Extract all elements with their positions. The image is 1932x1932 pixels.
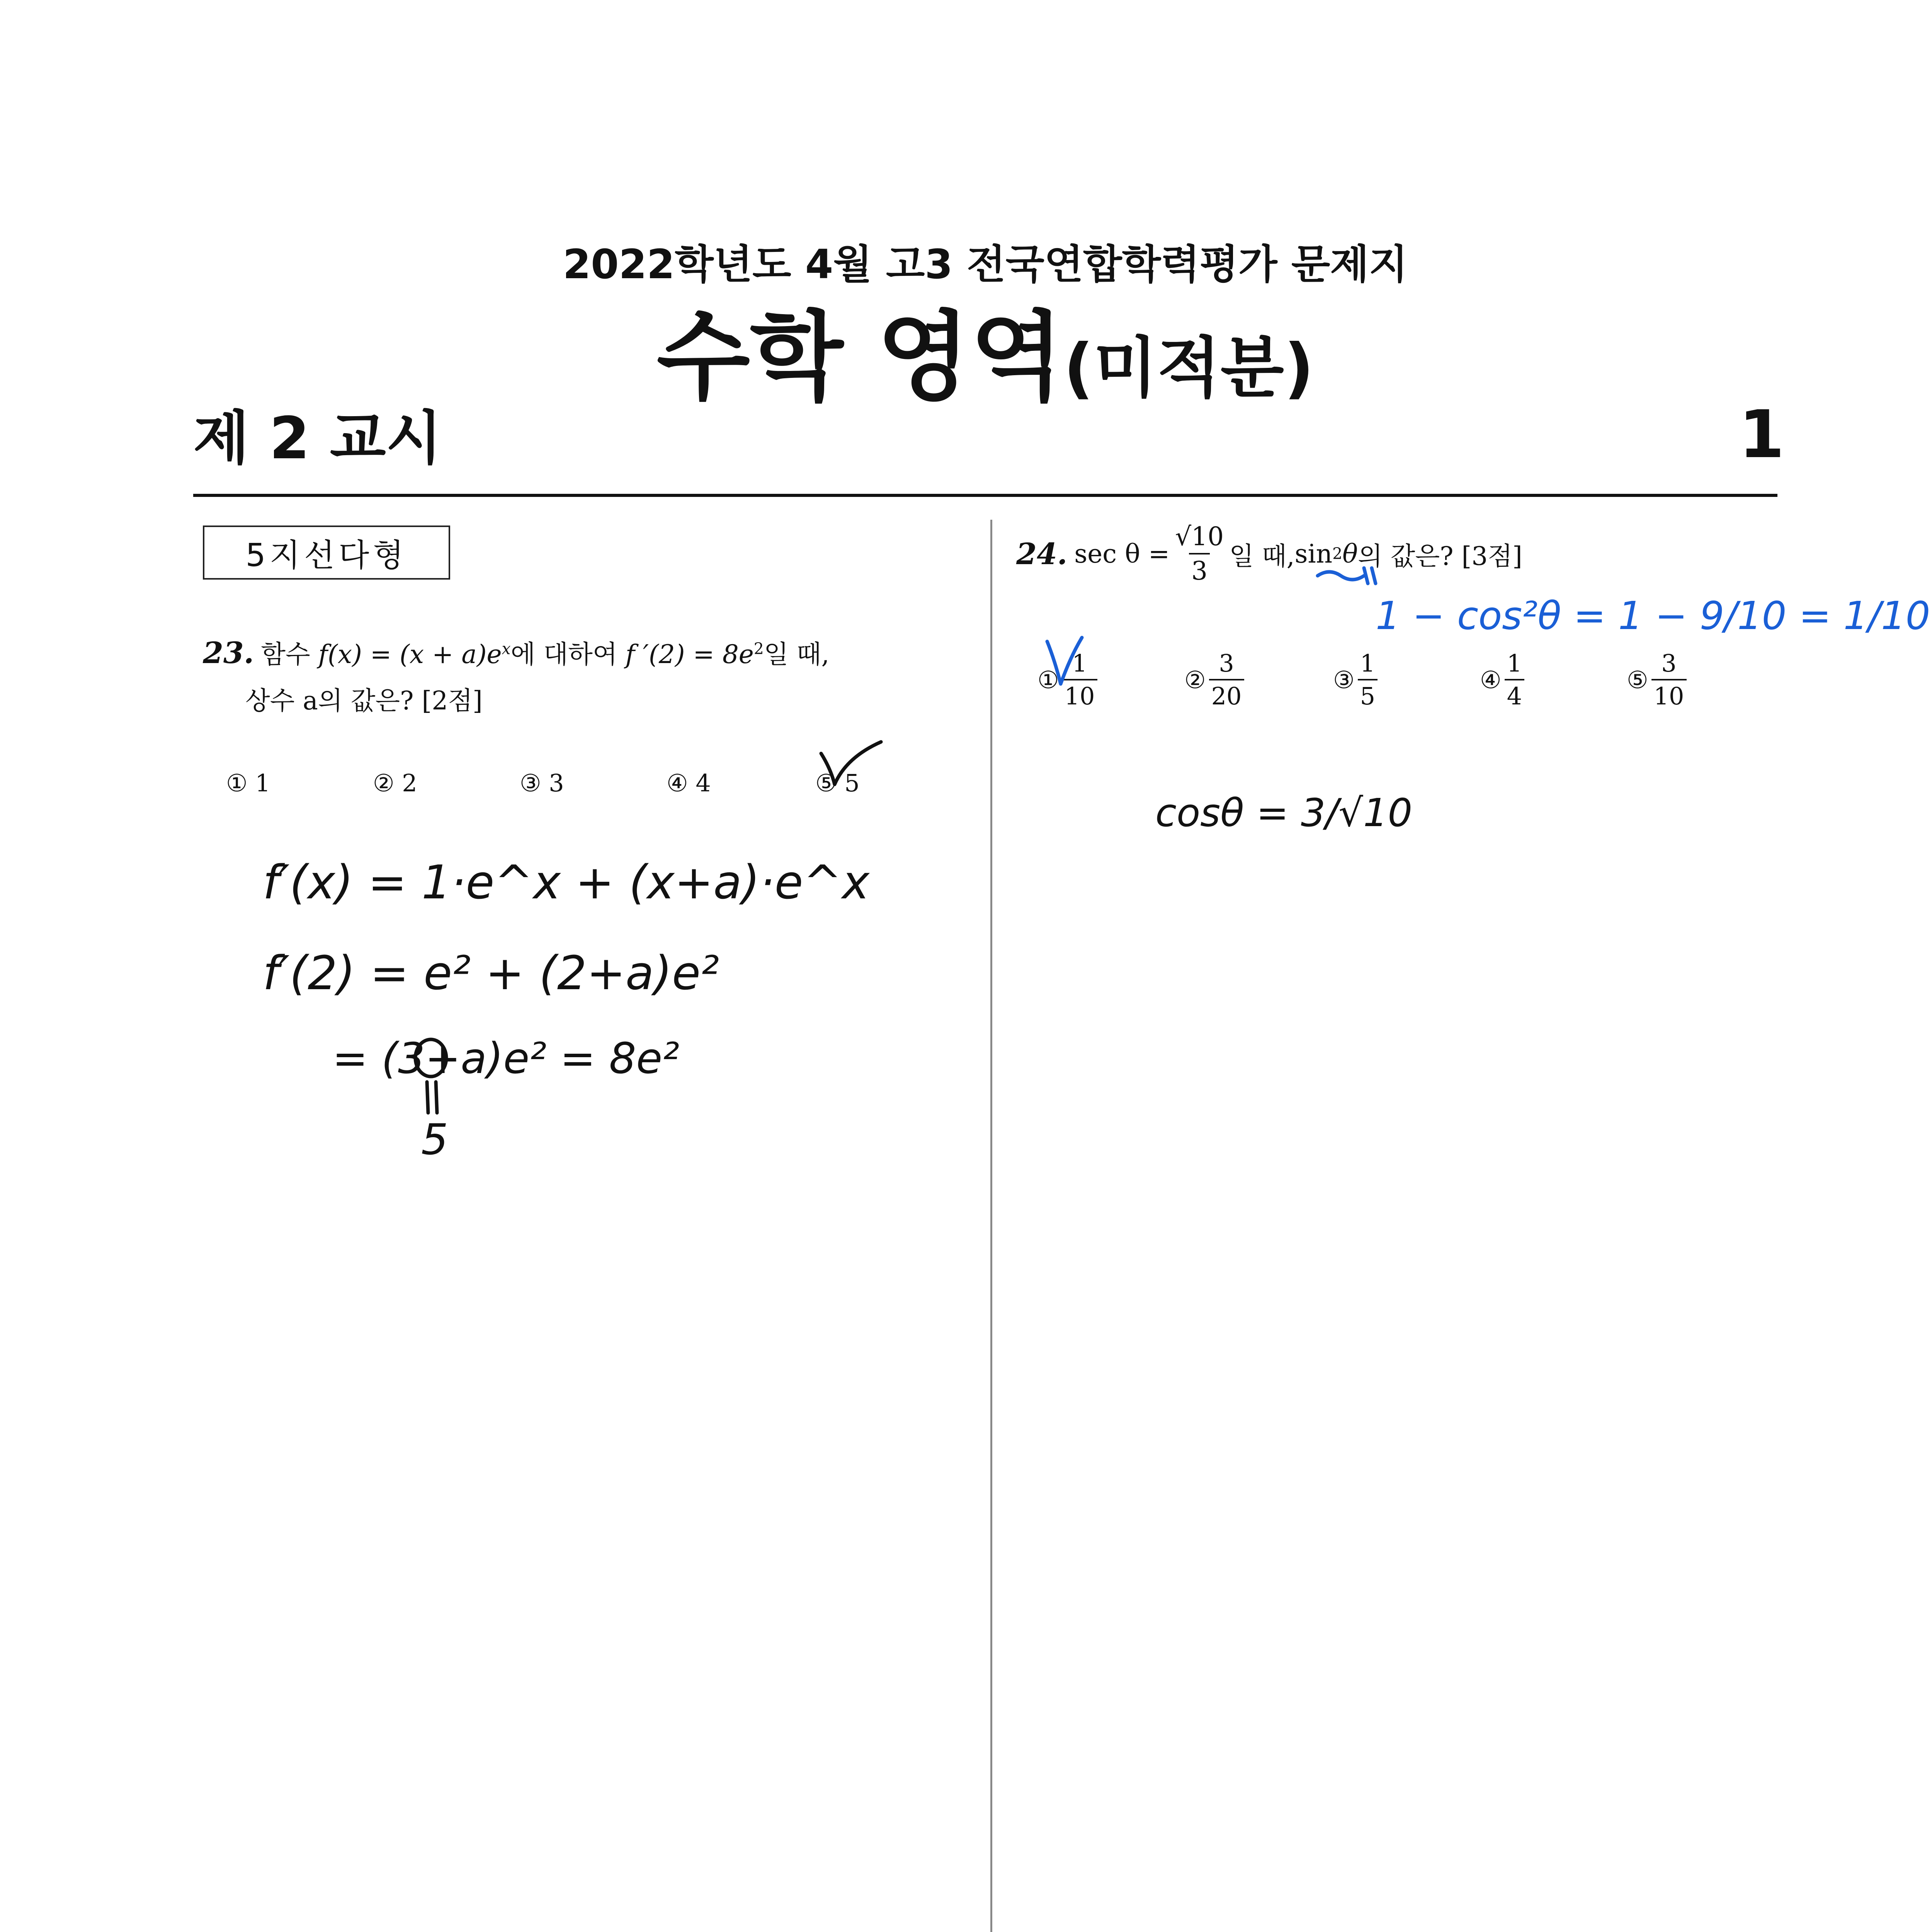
q23-choice-5[interactable]: ⑤ 5 (815, 769, 860, 797)
choice-mark: ① (1037, 665, 1059, 694)
q23-function-expr: f(x) = (x + a)e (318, 639, 502, 669)
q23-choices (0, 769, 966, 804)
column-divider (990, 520, 992, 1932)
handwriting-q23-answer: 5 (421, 1115, 448, 1164)
choice-mark: ④ (1480, 665, 1502, 694)
q24-choice-1[interactable] (1037, 649, 1100, 710)
handwriting-q24-line1: 1 − cos²θ = 1 − 9/10 = 1/10 (1376, 593, 1930, 638)
header-rule (193, 494, 1777, 497)
period-label: 제 2 교시 (193, 405, 442, 472)
fraction-numerator: 1 (1360, 649, 1376, 677)
q23-condition-expr: f ′(2) = 8e (625, 639, 754, 669)
q23-condition-exp: 2 (753, 639, 764, 658)
fraction-numerator: 1 (1072, 649, 1087, 677)
fraction-denominator: 10 (1062, 679, 1097, 710)
handwriting-q24-line2: cosθ = 3/√10 (1155, 790, 1413, 835)
equals-down-mark (427, 1082, 437, 1113)
q23-choice-4[interactable]: ④ 4 (667, 769, 711, 797)
q23-choice-3[interactable]: ③ 3 (520, 769, 564, 797)
q24-choice-4[interactable] (1480, 649, 1527, 710)
exam-subtitle: 2022학년도 4월 고3 전국연합학력평가 문제지 (563, 241, 1408, 288)
q24-ask-exp: 2 (1332, 544, 1343, 563)
subject-title (0, 301, 1932, 413)
q23-function-exp: x (502, 639, 511, 658)
q24-choices (0, 649, 1932, 726)
section-label: 5지선다형 (245, 537, 408, 574)
q23-suffix: 일 때, (764, 639, 830, 669)
question-number: 24. (1016, 536, 1068, 571)
question-24 (1016, 522, 1522, 586)
q24-ask-expr: sin (1294, 539, 1333, 569)
q23-prefix: 함수 (261, 639, 318, 669)
q24-choice-2[interactable] (1184, 649, 1247, 710)
page-number: 1 (1739, 396, 1785, 473)
handwriting-q23-line1: f′(x) = 1·e^x + (x+a)·e^x (263, 856, 869, 910)
q23-middle: 에 대하여 (510, 639, 626, 669)
q24-suffix: 의 값은? [3점] (1357, 541, 1522, 571)
fraction-denominator: 5 (1358, 679, 1378, 710)
q24-choice-5[interactable] (1627, 649, 1690, 710)
fraction-denominator: 20 (1209, 679, 1244, 710)
fraction-numerator: 1 (1507, 649, 1522, 677)
handwriting-q23-line3: = (3+a)e² = 8e² (332, 1034, 680, 1083)
q23-choice-2[interactable]: ② 2 (373, 769, 417, 797)
subject-main: 수학 영역 (656, 301, 1064, 413)
choice-mark: ② (1184, 665, 1206, 694)
q24-prefix: sec θ = (1074, 539, 1170, 569)
fraction-denominator: 10 (1651, 679, 1687, 710)
q23-line2: 상수 a의 값은? [2점] (245, 686, 483, 716)
q24-middle: 일 때, (1229, 541, 1295, 571)
choice-mark: ③ (1333, 665, 1355, 694)
fraction-numerator: 3 (1661, 649, 1677, 677)
q24-given-fraction (1173, 522, 1226, 586)
section-tag (203, 526, 450, 580)
fraction-denominator: 4 (1505, 679, 1524, 710)
q24-ask-var: θ (1342, 539, 1358, 569)
fraction-numerator: √10 (1175, 522, 1224, 551)
subject-paren: (미적분) (1063, 330, 1314, 406)
handwriting-q23-line2: f′(2) = e² + (2+a)e² (263, 947, 719, 1000)
question-number: 23. (203, 636, 254, 670)
fraction-denominator: 3 (1189, 553, 1210, 586)
q24-choice-3[interactable] (1333, 649, 1381, 710)
choice-mark: ⑤ (1627, 665, 1648, 694)
fraction-numerator: 3 (1219, 649, 1234, 677)
q23-choice-1[interactable]: ① 1 (226, 769, 270, 797)
